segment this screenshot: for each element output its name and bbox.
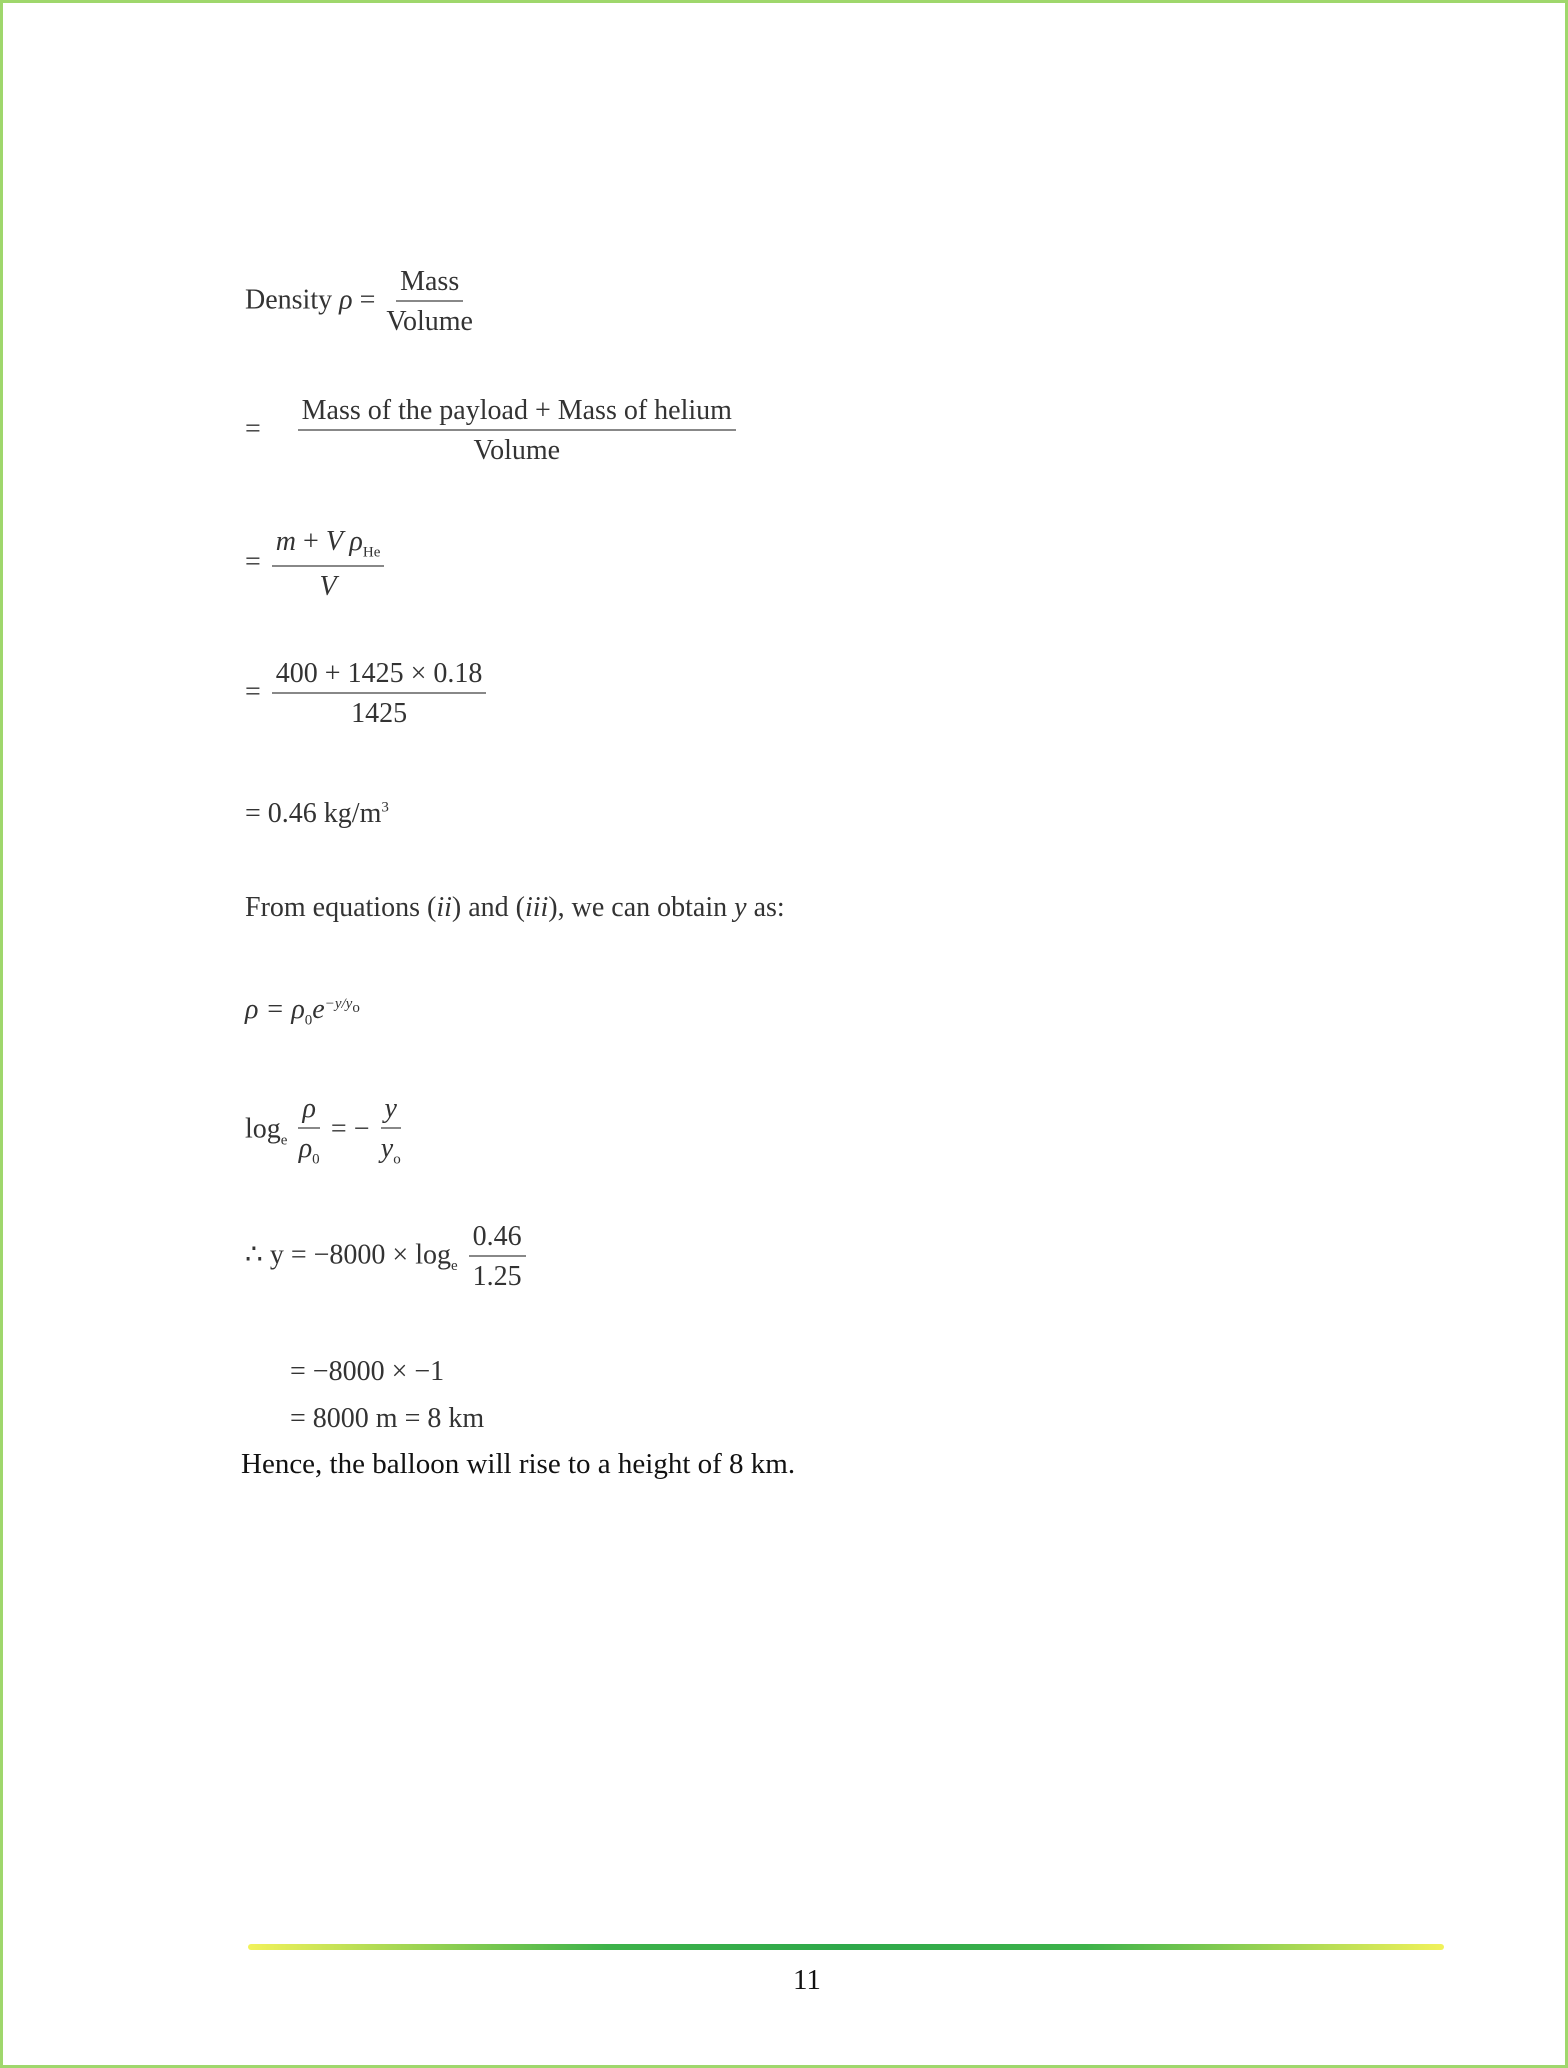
from-equations-text: From equations (ii) and (iii), we can obtain y as:: [245, 892, 785, 923]
exponential-equation: $\rho = \rho_0e^{-y/y_o}$: [245, 994, 360, 1029]
density-symbolic: = $\frac{m + V \rho_{He}}{V}$: [245, 528, 388, 601]
density-result: = 0.46 $kg/m^3$: [245, 798, 389, 829]
density-expanded: = $\frac{\text{Mass of the payload + Mass of helium}}{\text{Volume}}$: [245, 397, 766, 465]
density-definition: Density ρ = $\frac{\text{Mass}}{\text{Volume}}$: [245, 266, 473, 337]
log-equation: $\log_e$ $\frac{\rho}{\rho_0}$ = − $\frac{y}{y_o}$: [245, 1093, 401, 1168]
step-2: = 8000 m = 8 km: [290, 1403, 485, 1434]
y-solution: ∴ $y = -8000 \times \log_e$ $\frac{0.46}{1.25}$: [245, 1223, 530, 1291]
page-number: 11: [793, 1964, 821, 1996]
conclusion-text: Hence, the balloon will rise to a height of 8 km.: [241, 1448, 796, 1480]
density-numeric: = $\frac{400 + 1425 \times 0.18}{1425}$: [245, 660, 490, 728]
step-1: = −8000 × −1: [290, 1356, 445, 1387]
footer-rule: [248, 1944, 1444, 1950]
